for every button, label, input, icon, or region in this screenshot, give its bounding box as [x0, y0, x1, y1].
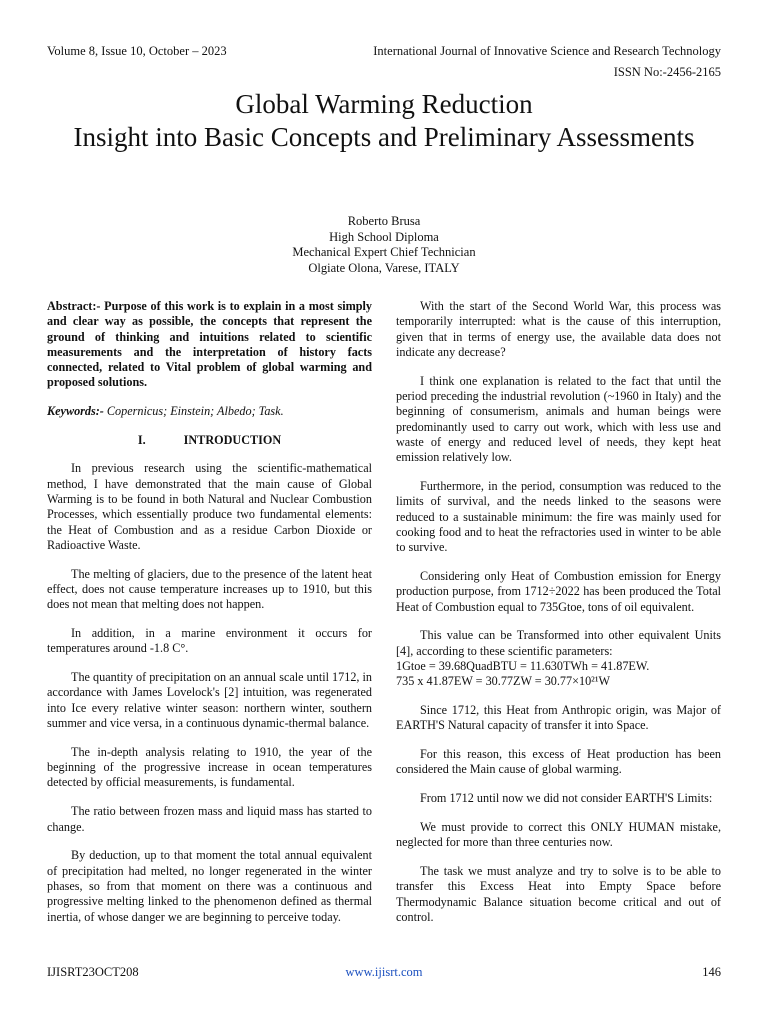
paragraph: In previous research using the scientific-mathematical method, I have demonstrated that the main cause of Global Warming is to be found in both Natural and Nuclear Combustion Processes, which essentially produce two fundamental elements: the Heat of Combustion and as a residue Carbon Dioxide or Radioactive Waste. [47, 461, 372, 552]
author-name: Roberto Brusa [347, 214, 421, 228]
paragraph: The ratio between frozen mass and liquid mass has started to change. [47, 804, 372, 834]
paragraph: The quantity of precipitation on an annual scale until 1712, in accordance with James Lovelock's [2] intuition, was regenerated into Ice every relative winter season: northern winter, southern summer and vice versa, in a continuous dynamic-thermal balance. [47, 670, 372, 731]
paragraph: The melting of glaciers, due to the presence of the latent heat effect, does not cause temperature increases up to 1910, but this does not mean that melting does not happen. [47, 566, 372, 612]
abstract: Abstract:- Purpose of this work is to explain in a most simply and clear way as possible, the concepts that represent the ground of thinking and intuitions related to scientific measurements and the interpretation of history facts connected, related to Vital problem of global warming and proposed solutions. [47, 299, 372, 390]
header-journal: International Journal of Innovative Science and Research Technology [373, 44, 721, 58]
paragraph: In addition, in a marine environment it occurs for temperatures around -1.8 C°. [47, 626, 372, 656]
formula-block [396, 628, 721, 689]
paragraph: From 1712 until now we did not consider EARTH'S Limits: [420, 791, 713, 806]
page-number: 146 [702, 965, 721, 979]
left-column [47, 299, 372, 938]
formula-line-1: 1Gtoe = 39.68QuadBTU = 11.630TWh = 41.87EW. [396, 658, 650, 673]
header-volume: Volume 8, Issue 10, October – 2023 [47, 44, 227, 58]
section-number: I. [137, 433, 146, 448]
author-role: Mechanical Expert Chief Technician [292, 245, 476, 259]
section-heading [47, 433, 372, 448]
paragraph: By deduction, up to that moment the total annual equivalent of precipitation had melted, no longer regenerated in the winter phases, so from that moment on there was a continuous and progressive melting linked to the phenomenon defined as thermal inertia, of whose danger we are beginning to perceive today. [47, 848, 372, 924]
author-degree: High School Diploma [329, 229, 439, 244]
section-title: INTRODUCTION [183, 433, 282, 448]
paragraph: For this reason, this excess of Heat production has been considered the Main cause of global warming. [396, 747, 721, 777]
paragraph: We must provide to correct this ONLY HUMAN mistake, neglected for more than three centuries now. [396, 820, 721, 850]
title-line-1: Global Warming Reduction [235, 89, 533, 119]
right-column [396, 299, 721, 939]
formula-line-2: 735 x 41.87EW = 30.77ZW = 30.77×10²¹W [396, 674, 610, 689]
paragraph: Since 1712, this Heat from Anthropic origin, was Major of EARTH'S Natural capacity of transfer it into Space. [396, 703, 721, 733]
paragraph: With the start of the Second World War, this process was temporarily interrupted: what is the cause of this interruption, given that in terms of energy use, the available data does not indicate any decrease? [396, 299, 721, 359]
paragraph: The in-depth analysis relating to 1910, the year of the beginning of the progressive increase in ocean temperatures detected by official measurements, is fundamental. [47, 744, 372, 790]
paper-title [60, 88, 708, 154]
author-location: Olgiate Olona, Varese, ITALY [308, 260, 460, 275]
footer-url-link[interactable]: www.ijisrt.com [345, 965, 423, 979]
paragraph: The task we must analyze and try to solve is to be able to transfer this Excess Heat into Empty Space before Thermodynamic Balance situation become critical and out of control. [396, 864, 721, 924]
keywords-list: Copernicus; Einstein; Albedo; Task. [103, 404, 284, 419]
keywords [47, 404, 372, 419]
formula-intro: This value can be Transformed into other equivalent Units [4], according to these scientific parameters: [396, 628, 721, 658]
title-line-2: Insight into Basic Concepts and Preliminary Assessments [73, 122, 695, 152]
footer-code: IJISRT23OCT208 [47, 965, 139, 979]
paragraph: Furthermore, in the period, consumption was reduced to the limits of survival, and the needs linked to the seasons were reduced to a sustainable minimum: the fire was mainly used for cooking food and to heat the refractories used in winter to be able to survive. [396, 478, 721, 555]
paragraph: I think one explanation is related to the fact that until the period preceding the industrial revolution (~1960 in Italy) and the beginning of consumerism, animals and human beings were predominantly used to carry out work, which with less use and waste of energy and reduced level of needs, they kept heat emission relatively low. [396, 373, 721, 465]
keywords-label: Keywords:- [47, 404, 104, 419]
author-block [184, 214, 584, 276]
paragraph: Considering only Heat of Combustion emission for Energy production purpose, from 1712÷2022 has been produced the Total Heat of Combustion equal to 735Gtoe, tons of oil equivalent. [396, 568, 721, 614]
header-issn: ISSN No:-2456-2165 [613, 65, 721, 79]
